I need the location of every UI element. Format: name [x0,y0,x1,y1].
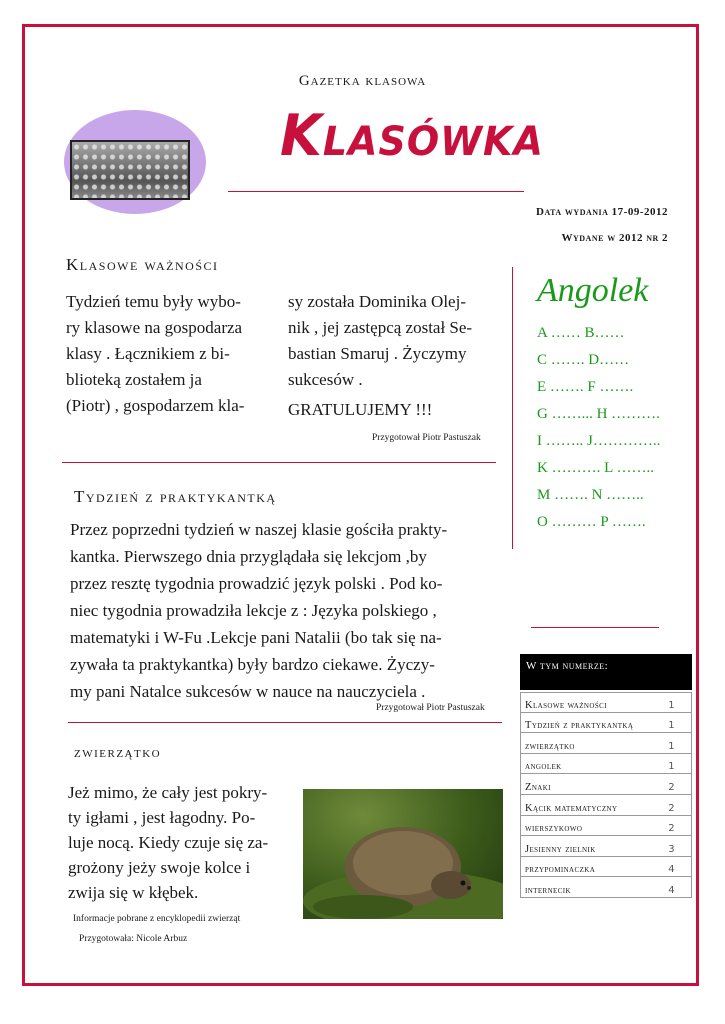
toc-item-label: przypominaczka [525,864,596,876]
toc-item-page: 1 [668,699,675,711]
letter-line: A …… B…… [537,325,625,341]
column-divider [512,267,513,549]
toc-item-page: 1 [668,740,675,752]
toc-item-label: Znaki [525,781,551,793]
text-line: grożony jeży swoje kolce i [68,858,251,877]
text-line: kantka. Pierwszego dnia przyglądała się lekcjom ,by [70,547,427,566]
text-line: Jeż mimo, że cały jest pokry- [68,783,268,802]
text-line: ty igłami , jest łagodny. Po- [68,808,256,827]
text-line: sy została Dominika Olej- [288,292,466,311]
section1-credit: Przygotował Piotr Pastuszak [372,433,481,443]
toc-item-page: 2 [668,802,675,814]
toc-item-page: 4 [668,884,675,896]
toc-item-label: internecik [525,884,571,896]
hedgehog-photo [303,789,503,919]
toc-item-page: 1 [668,761,675,773]
toc-item[interactable] [520,754,692,775]
text-line: nik , jej zastępcą został Se- [288,318,473,337]
toc-item-label: Kącik matematyczny [525,802,618,814]
letter-line: O ……… P ……. [537,514,646,530]
letter-line: G ……... H ………. [537,406,660,422]
toc-heading: W tym numerze: [520,654,692,690]
section-title-klasowe: Klasowe ważności [66,255,219,274]
text-line: zwija się w kłębek. [68,883,199,902]
angolek-letters [537,320,660,536]
toc-item-label: wierszykowo [525,823,583,835]
section3-source: Informacje pobrane z encyklopedii zwierząt [73,914,241,924]
toc-item-page: 2 [668,823,675,835]
toc-item-label: angolek [525,761,562,773]
class-photo [70,140,190,200]
section-divider [68,722,502,723]
toc-item[interactable] [520,774,692,795]
toc-item[interactable] [520,713,692,734]
title-divider [228,191,524,192]
letter-line: K ………. L …….. [537,460,654,476]
section-divider [62,462,496,463]
angolek-title: Angolek [537,272,649,309]
text-line: blioteką zostałem ja [66,370,202,389]
toc-item-label: Tydzień z praktykantką [525,720,634,732]
toc-item[interactable] [520,877,692,898]
letter-line: E ……. F ……. [537,379,634,395]
toc-item[interactable] [520,836,692,857]
text-line: (Piotr) , gospodarzem kla- [66,396,245,415]
text-line: zywała ta praktykantka) były bardzo ciekawe. Życzy- [70,655,435,674]
toc-item-label: Klasowe ważności [525,699,607,711]
toc-item[interactable] [520,733,692,754]
issue-number: Wydane w 2012 nr 2 [561,232,668,244]
toc-item-page: 2 [668,781,675,793]
table-of-contents [520,692,692,898]
toc-item[interactable] [520,795,692,816]
toc-item-label: Jesienny zielnik [525,843,596,855]
section-title-praktykantka: Tydzień z praktykantką [74,487,277,506]
issue-date: Data wydania 17-09-2012 [536,206,668,218]
text-line: niec tygodnia prowadziła lekcje z : Języka polskiego , [70,601,437,620]
text-line: my pani Natalce sukcesów w nauce na nauczyciela . [70,682,426,701]
newsletter-kicker: Gazetka klasowa [298,73,427,89]
toc-item[interactable] [520,692,692,713]
section1-column-1 [66,289,271,419]
toc-item-page: 1 [668,720,675,732]
section1-column-2 [288,289,498,393]
letter-line: I …….. J………….. [537,433,661,449]
text-line: ry klasowe na gospodarza [66,318,243,337]
text-line: bastian Smaruj . Życzymy [288,344,467,363]
section3-credit: Przygotowała: Nicole Arbuz [79,934,188,944]
congratulations-text: GRATULUJEMY !!! [288,400,433,419]
section2-credit: Przygotował Piotr Pastuszak [376,703,485,713]
text-line: Tydzień temu były wybo- [66,292,241,311]
toc-item-page: 3 [668,843,675,855]
toc-item[interactable] [520,857,692,878]
text-line: przez resztę tygodnia prowadzić język polski . Pod ko- [70,574,443,593]
text-line: luje nocą. Kiedy czuje się za- [68,833,269,852]
toc-item[interactable] [520,816,692,837]
sidebar-divider [531,627,659,628]
section-title-zwierzatko: zwierzątko [74,744,162,761]
section3-body [68,780,288,905]
text-line: matematyki i W-Fu .Lekcje pani Natalii (bo tak się na- [70,628,442,647]
text-line: Przez poprzedni tydzień w naszej klasie gościła prakty- [70,520,448,539]
toc-item-page: 4 [668,864,675,876]
section2-body [70,516,508,705]
text-line: sukcesów . [288,370,363,389]
toc-item-label: zwierzątko [525,740,575,752]
letter-line: M ……. N …….. [537,487,644,503]
letter-line: C ……. D…… [537,352,630,368]
text-line: klasy . Łącznikiem z bi- [66,344,230,363]
newsletter-title: Klasówka [280,102,544,169]
